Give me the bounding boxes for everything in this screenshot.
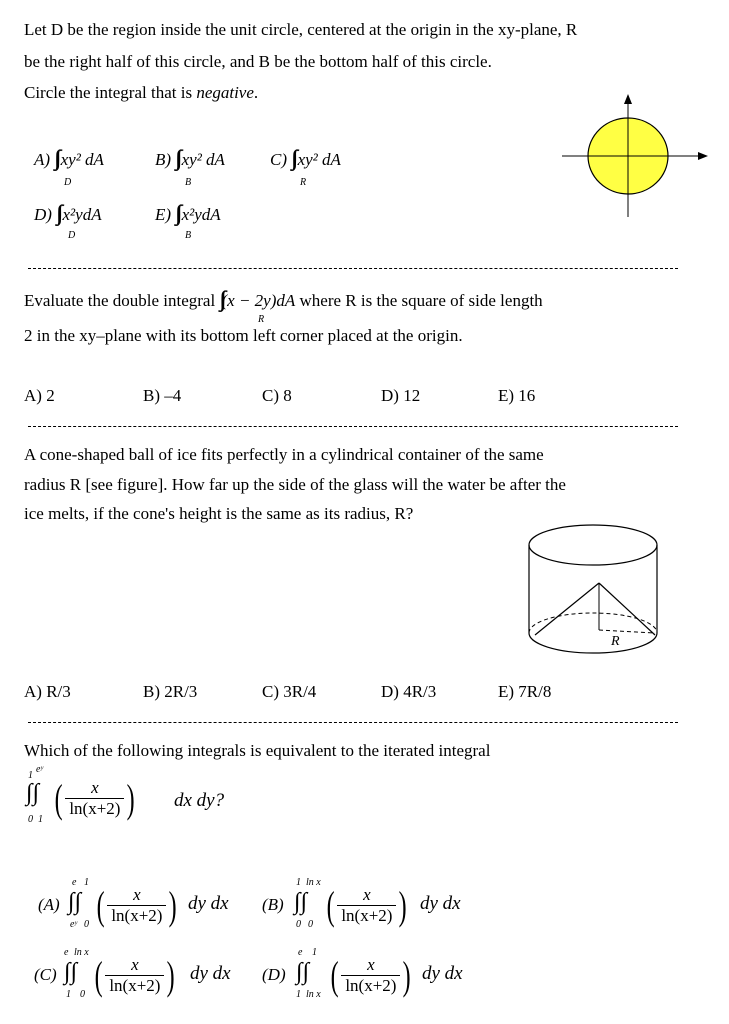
q4-option-d[interactable]: (D) e 1 ∫∫ 1 ln x ( $\frac{x}{\ln(x+2)}$ ) dy dx [262,947,463,1000]
q3-text-line2: radius R [see figure]. How far up the side of the glass will the water be after the [24,475,566,494]
q3-choice-d[interactable]: D) 4R/3 [381,682,437,701]
q1-option-c[interactable]: C) ∫∫ xy² dA R [270,145,341,188]
cone-right-edge [599,583,655,635]
q1-option-e[interactable]: E) ∫∫ x²ydA B [155,200,221,241]
q1-option-b[interactable]: B) ∫∫ xy² dA B [155,145,225,188]
q4-option-a[interactable]: (A) e 1 ∫∫ eʸ 0 ( $\frac{x}{\ln(x+2)}$ ) dy dx [38,877,229,930]
q4-option-c[interactable]: (C) e ln x ∫∫ 1 0 ( $\frac{x}{\ln(x+2)}$ ) dy dx [34,947,231,1000]
q4-text-line1: Which of the following integrals is equivalent to the iterated integral [24,741,491,760]
q2-text-line2: 2 in the xy–plane with its bottom left corner placed at the origin. [24,326,463,345]
q3-choice-a[interactable]: A) R/3 [24,682,71,701]
cylinder-cone-figure [525,520,665,660]
q1-text-line1: Let D be the region inside the unit circle, centered at the origin in the xy-plane, R [24,20,578,39]
radius-line [599,630,655,633]
cone-left-edge [535,583,599,635]
cylinder-bottom-front [529,633,657,653]
divider-2 [28,426,678,427]
q2-choice-b[interactable]: B) –4 [143,386,182,405]
q2-choice-e[interactable]: E) 16 [498,386,536,405]
q1-option-d[interactable]: D) ∫∫ x²ydA D [34,200,102,241]
q4-given-integral: 1 eʸ ∫∫ 0 1 ( $\frac{x}{\ln(x+2)}$ ) dx dy? [26,764,225,825]
q2-region-label: R [258,314,265,325]
divider-1 [28,268,678,269]
q2-text-line1: Evaluate the double integral ∫∫(x − 2y)dA where R is the square of side length [24,286,543,311]
q3-choice-b[interactable]: B) 2R/3 [143,682,198,701]
q3-choice-c[interactable]: C) 3R/4 [262,682,317,701]
unit-circle-figure [560,92,710,222]
radius-label: R [611,634,620,649]
y-axis-arrow [624,94,632,104]
q1-text-line2: be the right half of this circle, and B be the bottom half of this circle. [24,52,492,71]
x-axis-arrow [698,152,708,160]
q3-choice-e[interactable]: E) 7R/8 [498,682,552,701]
q4-option-b[interactable]: (B) 1 ln x ∫∫ 0 0 ( $\frac{x}{\ln(x+2)}$ ) dy dx [262,877,461,930]
q2-choice-a[interactable]: A) 2 [24,386,55,405]
q1-text-line3: Circle the integral that is negative. [24,83,259,102]
q3-text-line1: A cone-shaped ball of ice fits perfectly in a cylindrical container of the same [24,445,544,464]
q1-option-a[interactable]: A) ∫∫ xy² dA D [34,145,104,188]
q2-choice-d[interactable]: D) 12 [381,386,421,405]
cylinder-bottom-back [529,613,657,633]
cylinder-top [529,525,657,565]
q2-choice-c[interactable]: C) 8 [262,386,292,405]
divider-3 [28,722,678,723]
q3-text-line3: ice melts, if the cone's height is the same as its radius, R? [24,504,414,523]
